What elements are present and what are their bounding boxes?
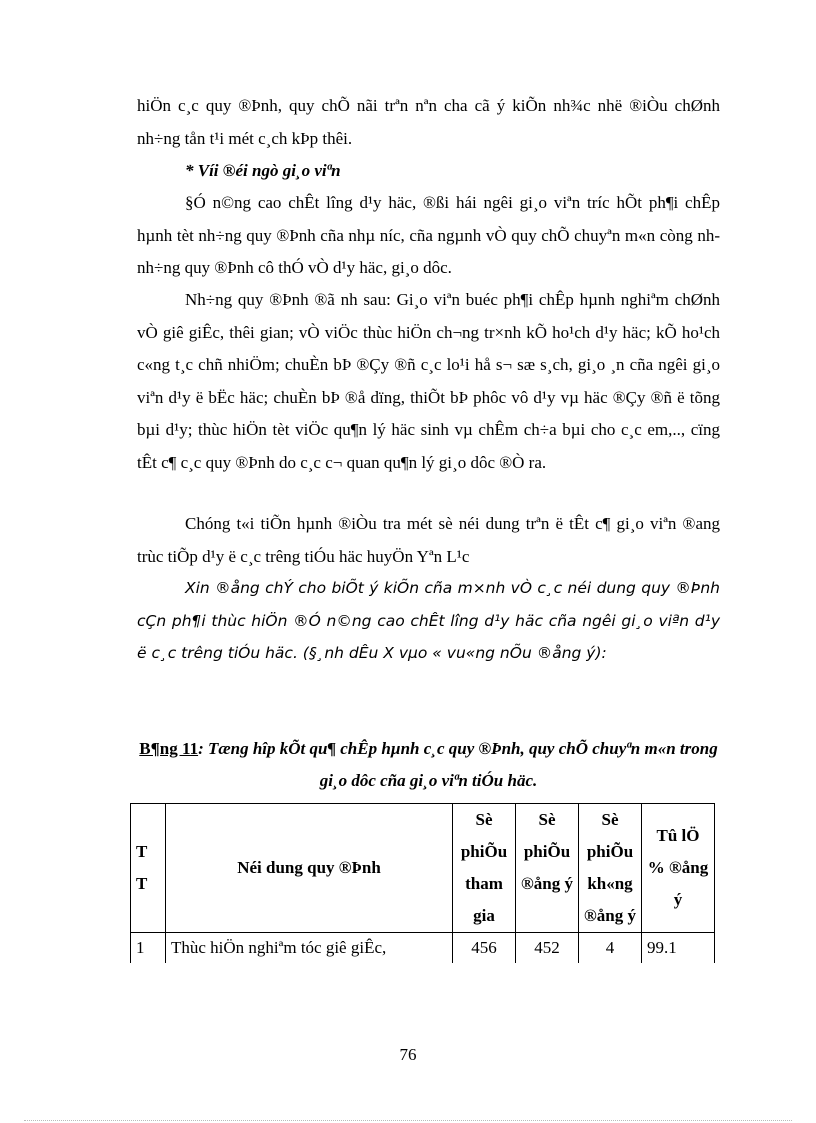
header-stt: T T bbox=[131, 804, 166, 933]
regulations-table bbox=[130, 803, 715, 963]
table-header-row bbox=[131, 804, 715, 933]
paragraph-survey-question: Xin ®ång chÝ cho biÕt ý kiÕn cña m×nh vÒ c¸c néi dung quy ®Þnh cÇn ph¶i thùc hiÖn ®Ó n©ng cao chÊt lîng d¹y häc cña ngêi gi¸o viªn d¹y ë c¸c trêng tiÓu häc. (§¸nh dÊu X vµo « vu«ng nÕu ®ång ý): bbox=[137, 579, 720, 662]
header-agree-rate: Tû lÖ % ®ång ý bbox=[642, 804, 715, 933]
section-heading-teachers: * Víi ®éi ngò gi¸o viªn bbox=[185, 161, 341, 180]
header-disagree: Sè phiÕu kh«ng ®ång ý bbox=[579, 804, 642, 933]
page-number: 76 bbox=[399, 1045, 417, 1064]
cell-agree-rate: 99.1 bbox=[642, 933, 715, 964]
cell-disagree: 4 bbox=[579, 933, 642, 964]
paragraph-survey-intro: Chóng t«i tiÕn hµnh ®iÒu tra mét sè néi dung trªn ë tÊt c¶ gi¸o viªn ®ang trùc tiÕp d¹y ë c¸c trêng tiÓu häc huyÖn Yªn L¹c bbox=[137, 514, 720, 566]
paragraph-continuation: hiÖn c¸c quy ®Þnh, quy chÕ nãi trªn nªn cha cã ý kiÕn nh¾c nhë ®iÒu chØnh nh÷ng tån t¹i mét c¸ch kÞp thêi. bbox=[137, 96, 720, 148]
cell-agree: 452 bbox=[516, 933, 579, 964]
header-participating: Sè phiÕu tham gia bbox=[453, 804, 516, 933]
table-caption bbox=[137, 733, 720, 797]
table-row bbox=[131, 933, 715, 964]
table-caption-text: : Tæng hîp kÕt qu¶ chÊp hµnh c¸c quy ®Þnh, quy chÕ chuyªn m«n trong gi¸o dôc cña gi¸o viªn tiÓu häc. bbox=[198, 739, 718, 790]
cell-participating: 456 bbox=[453, 933, 516, 964]
cell-content: Thùc hiÖn nghiªm tóc giê giÊc, bbox=[166, 933, 453, 964]
cell-stt: 1 bbox=[131, 933, 166, 964]
table-caption-label: B¶ng 11 bbox=[139, 739, 199, 758]
paragraph-teacher-requirements: §Ó n©ng cao chÊt lîng d¹y häc, ®ßi hái ngêi gi¸o viªn tríc hÕt ph¶i chÊp hµnh tèt nh÷ng quy ®Þnh cña nhµ níc, cña ngµnh vÒ quy chÕ chuyªn m«n còng nh nh÷ng quy ®Þnh cô thÓ vÒ d¹y häc, gi¸o dôc. bbox=[137, 193, 720, 277]
page-bottom-divider bbox=[24, 1120, 792, 1121]
paragraph-regulations-list: Nh÷ng quy ®Þnh ®ã nh sau: Gi¸o viªn buéc ph¶i chÊp hµnh nghiªm chØnh vÒ giê giÊc, thêi gian; vÒ viÖc thùc hiÖn ch¬ng tr×nh kÕ ho¹ch d¹y häc; kÕ ho¹ch c«ng t¸c chñ nhiÖm; chuÈn bÞ ®Çy ®ñ c¸c lo¹i hå s¬ sæ s¸ch, gi¸o ¸n cña ngêi gi¸o viªn d¹y ë bËc häc; chuÈn bÞ ®å dïng, thiÕt bÞ phôc vô d¹y vµ häc ®Çy ®ñ ë tõng bµi d¹y; thùc hiÖn tèt viÖc qu¶n lý häc sinh vµ chÊm ch÷a bµi cho c¸c em,.., cïng tÊt c¶ c¸c quy ®Þnh do c¸c c¬ quan qu¶n lý gi¸o dôc ®Ò ra. bbox=[137, 290, 720, 472]
header-agree: Sè phiÕu ®ång ý bbox=[516, 804, 579, 933]
header-content: Néi dung quy ®Þnh bbox=[166, 804, 453, 933]
